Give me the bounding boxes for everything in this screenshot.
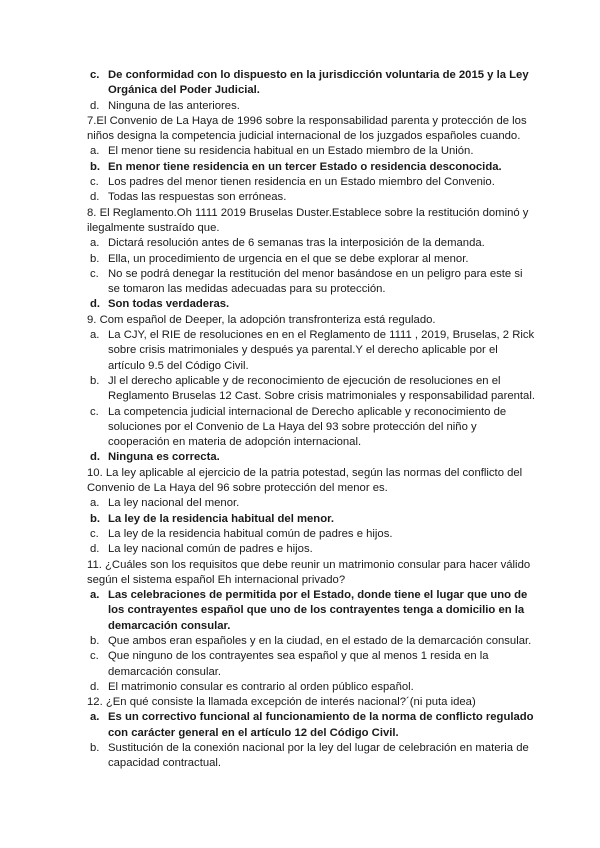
option-label: c. — [90, 527, 99, 540]
question-block — [87, 466, 537, 558]
option-label: d. — [90, 191, 100, 204]
option-text: El matrimonio consular es contrario al orden público español. — [108, 680, 414, 693]
option-label: b. — [90, 742, 100, 755]
question-block — [87, 695, 537, 771]
answer-option — [87, 496, 537, 511]
question-block — [87, 68, 537, 114]
option-text: Ninguna de las anteriores. — [108, 99, 240, 112]
answer-option — [87, 634, 537, 649]
option-label: c. — [90, 267, 99, 280]
option-text: La competencia judicial internacional de Derecho aplicable y reconocimiento de soluciones por el Convenio de La Haya del 93 sobre protección del niño y cooperación en materia de adopción internacional. — [108, 405, 507, 449]
option-text: No se podrá denegar la restitución del menor basándose en un peligro para este si se tomaron las medidas adecuadas para su protección. — [108, 267, 523, 296]
question-block — [87, 114, 537, 206]
option-text: Dictará resolución antes de 6 semanas tras la interposición de la demanda. — [108, 237, 485, 250]
answer-option — [87, 328, 537, 374]
option-label: b. — [90, 160, 101, 173]
answer-option — [87, 680, 537, 695]
option-text: Las celebraciones de permitida por el Estado, donde tiene el lugar que uno de los contrayentes español que uno de los contrayentes tenga a domicilio en la demarcación consular. — [108, 589, 528, 632]
option-text: La CJY, el RIE de resoluciones en en el Reglamento de 1111 , 2019, Bruselas, 2 Rick sobre crisis matrimoniales y después ya parental.Y el derecho aplicable por el artículo 9.5 del Código Civil. — [108, 329, 535, 372]
option-text: Es un correctivo funcional al funcionamiento de la norma de conflicto regulado con carácter general en el artículo 12 del Código Civil. — [108, 711, 534, 739]
answer-option — [87, 267, 537, 298]
option-text: El menor tiene su residencia habitual en un Estado miembro de la Unión. — [108, 145, 474, 158]
option-label: a. — [90, 497, 100, 510]
answer-option — [87, 190, 537, 205]
option-text: Ella, un procedimiento de urgencia en el que se debe explorar al menor. — [108, 252, 469, 265]
question-number: 8. — [87, 206, 100, 219]
question-body: El Reglamento.Oh 1111 2019 Bruselas Duster.Establece sobre la restitución dominó y ilegalmente sustraído que. — [87, 206, 529, 234]
question-number: 12. — [87, 696, 106, 709]
option-text: De conformidad con lo dispuesto en la jurisdicción voluntaria de 2015 y la Ley Orgánica del Poder Judicial. — [108, 69, 529, 97]
option-label: c. — [90, 176, 99, 189]
option-label: b. — [90, 634, 100, 647]
question-text — [87, 466, 537, 497]
answer-option-correct — [87, 512, 537, 527]
question-number: 9. — [87, 313, 100, 326]
option-text: Sustitución de la conexión nacional por la ley del lugar de celebración en materia de capacidad contractual. — [108, 742, 529, 770]
answer-option — [87, 252, 537, 267]
option-label: c. — [90, 405, 99, 418]
question-text — [87, 206, 537, 237]
question-text — [87, 695, 537, 710]
option-text: La ley nacional del menor. — [108, 497, 240, 510]
question-text — [87, 114, 537, 145]
option-label: a. — [90, 711, 100, 724]
options-list — [87, 328, 537, 466]
option-label: a. — [90, 329, 100, 342]
question-body: El Convenio de La Haya de 1996 sobre la responsabilidad parenta y protección de los niños designa la competencia judicial internacional de los juzgados españoles cuando. — [87, 114, 527, 143]
answer-option-correct — [87, 160, 537, 175]
options-list — [87, 496, 537, 557]
option-label: b. — [90, 512, 101, 525]
option-text: Jl el derecho aplicable y de reconocimiento de ejecución de resoluciones en el Reglamento Bruselas 12 Cast. Sobre crisis matrimoniales y responsabilidad parental. — [108, 374, 535, 403]
question-number: 11. — [87, 558, 106, 571]
options-list — [87, 710, 537, 771]
answer-option — [87, 527, 537, 542]
option-text: La ley de la residencia habitual común de padres e hijos. — [108, 527, 393, 540]
question-block — [87, 558, 537, 696]
options-list — [87, 68, 537, 114]
answer-option — [87, 374, 537, 405]
option-label: a. — [90, 237, 100, 250]
option-text: Los padres del menor tienen residencia en un Estado miembro del Convenio. — [108, 176, 495, 189]
answer-option — [87, 405, 537, 451]
option-text: Son todas verdaderas. — [108, 298, 230, 311]
option-text: En menor tiene residencia en un tercer Estado o residencia desconocida. — [108, 160, 502, 173]
question-body: ¿Cuáles son los requisitos que debe reunir un matrimonio consular para hacer válido según el sistema español Eh internacional privado? — [87, 558, 531, 586]
answer-option — [87, 236, 537, 251]
option-label: d. — [90, 298, 101, 311]
answer-option — [87, 741, 537, 772]
question-body: La ley aplicable al ejercicio de la patria potestad, según las normas del conflicto del Convenio de La Haya del 96 sobre protección del menor es. — [87, 466, 523, 495]
question-number: 7. — [87, 114, 97, 127]
option-label: d. — [90, 680, 100, 693]
option-label: d. — [90, 99, 100, 112]
option-label: d. — [90, 451, 101, 464]
question-block — [87, 313, 537, 466]
option-label: b. — [90, 252, 100, 265]
answer-option — [87, 542, 537, 557]
option-label: a. — [90, 589, 100, 602]
option-text: La ley de la residencia habitual del menor. — [108, 512, 335, 525]
option-label: d. — [90, 543, 100, 556]
options-list — [87, 588, 537, 695]
option-label: c. — [90, 650, 99, 663]
question-body: Com español de Deeper, la adopción transfronteriza está regulado. — [99, 313, 436, 326]
option-text: Todas las respuestas son erróneas. — [108, 191, 287, 204]
answer-option-correct — [87, 450, 537, 465]
answer-option-correct — [87, 710, 537, 741]
question-body: ¿En qué consiste la llamada excepción de interés nacional?´(ni puta idea) — [105, 696, 476, 709]
option-label: a. — [90, 145, 100, 158]
questions-list — [87, 68, 537, 772]
answer-option — [87, 649, 537, 680]
answer-option — [87, 144, 537, 159]
question-number: 10. — [87, 466, 106, 479]
option-label: b. — [90, 374, 100, 387]
question-text — [87, 313, 537, 328]
question-text — [87, 558, 537, 589]
option-text: Que ambos eran españoles y en la ciudad, en el estado de la demarcación consular. — [108, 634, 532, 647]
answer-option — [87, 175, 537, 190]
options-list — [87, 144, 537, 205]
options-list — [87, 236, 537, 312]
option-text: Ninguna es correcta. — [108, 451, 220, 464]
question-block — [87, 206, 537, 313]
answer-option-correct — [87, 297, 537, 312]
option-label: c. — [90, 69, 100, 81]
option-text: Que ninguno de los contrayentes sea español y que al menos 1 resida en la demarcación consular. — [108, 650, 489, 678]
answer-option-correct — [87, 68, 537, 99]
answer-option — [87, 99, 537, 114]
option-text: La ley nacional común de padres e hijos. — [108, 543, 313, 556]
answer-option-correct — [87, 588, 537, 634]
